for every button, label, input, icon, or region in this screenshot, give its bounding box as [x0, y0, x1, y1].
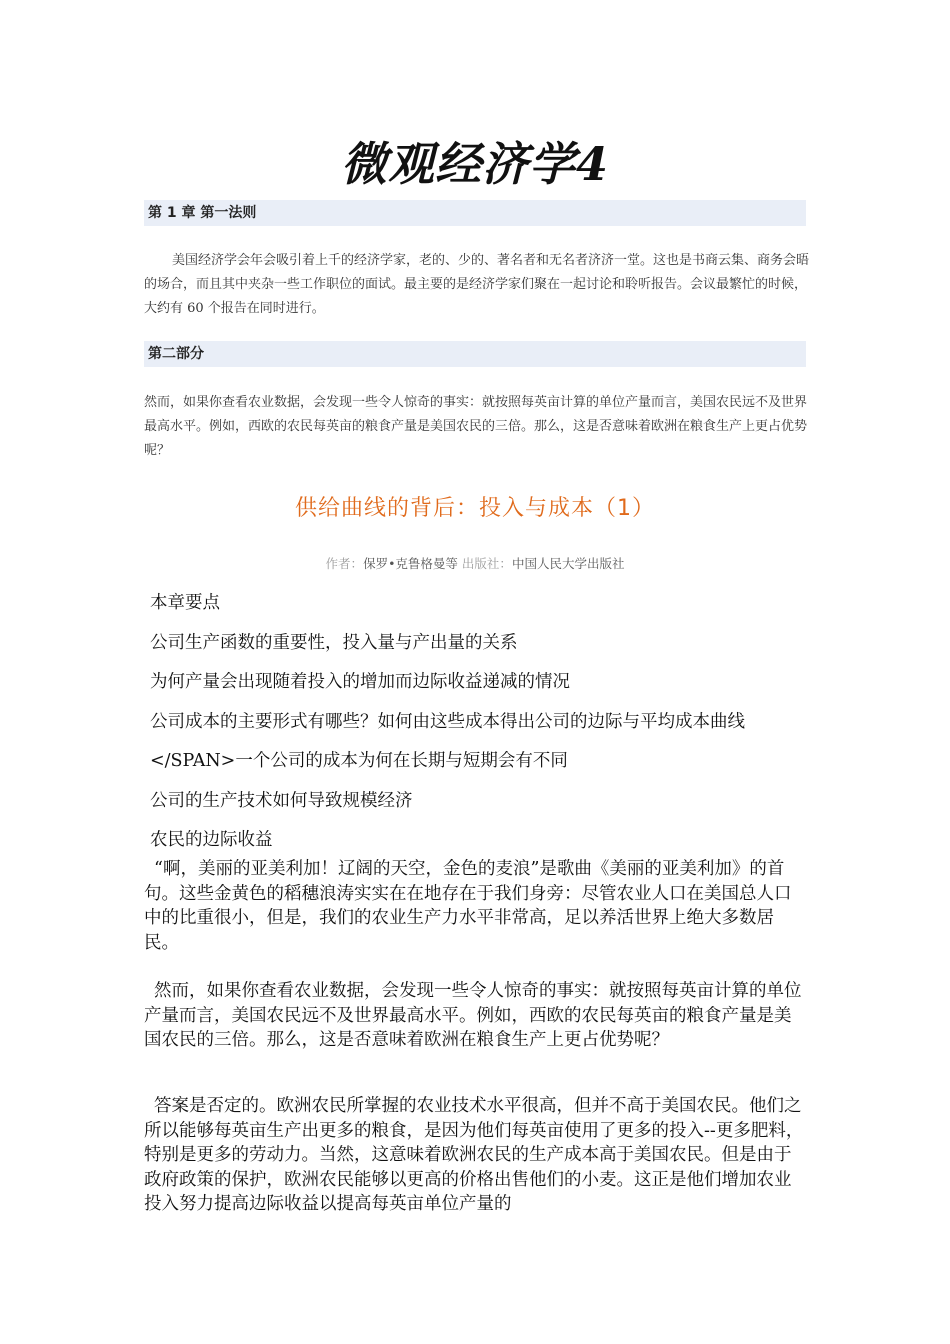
body-paragraph-2-text: 然而，如果你查看农业数据，会发现一些令人惊奇的事实：就按照每英亩计算的单位产量而言，美国农民远不及世界最高水平。例如，西欧的农民每英亩的粮食产量是美国农民的三倍。那么，这是否意味着欧洲在粮食生产上更占优势呢？	[144, 981, 802, 1050]
key-point-item: 农民的边际收益	[150, 830, 273, 850]
key-points-list	[150, 590, 820, 867]
key-point-item: 为何产量会出现随着投入的增加而边际收益递减的情况	[150, 672, 570, 692]
article-title: 供给曲线的背后：投入与成本（1）	[295, 496, 655, 521]
body-paragraph-2	[144, 979, 808, 1053]
document-title: 微观经济学4	[340, 137, 609, 191]
key-point-item: 公司生产函数的重要性，投入量与产出量的关系	[150, 632, 518, 653]
section-1-paragraph: 美国经济学会年会吸引着上千的经济学家，老的、少的、著名者和无名者济济一堂。这也是书商云集、商务会晤的场合，而且其中夹杂一些工作职位的面试。最主要的是经济学家们聚在一起讨论和聆听报告。会议最繁忙的时候，大约有 60 个报告在同时进行。	[144, 253, 810, 316]
section-heading-part-2: 第二部分	[144, 341, 806, 367]
body-paragraph-3-text: 答案是否定的。欧洲农民所掌握的农业技术水平很高，但并不高于美国农民。他们之所以能够每英亩生产出更多的粮食，是因为他们每英亩使用了更多的投入--更多肥料，特别是更多的劳动力。当然，这意味着欧洲农民的生产成本高于美国农民。但是由于政府政策的保护，欧洲农民能够以更高的价格出售他们的小麦。这正是他们增加农业投入努力提高边际收益以提高每英亩单位产量的	[144, 1096, 804, 1214]
key-point-item: 公司的生产技术如何导致规模经济	[150, 790, 413, 811]
body-paragraph-1	[144, 857, 808, 955]
section-2-paragraph: 然而，如果你查看农业数据，会发现一些令人惊奇的事实：就按照每英亩计算的单位产量而言，美国农民远不及世界最高水平。例如，西欧的农民每英亩的粮食产量是美国农民的三倍。那么，这是否意味着欧洲在粮食生产上更占优势呢？	[144, 395, 808, 458]
key-point-heading: 本章要点	[150, 593, 220, 613]
body-paragraph-3	[144, 1094, 808, 1217]
key-point-item: </SPAN>一个公司的成本为何在长期与短期会有不同	[150, 751, 568, 771]
author-label: 作者：	[325, 556, 364, 571]
section-heading-chapter-1: 第 1 章 第一法则	[144, 200, 806, 226]
body-paragraph-1-text: “啊，美丽的亚美利加！辽阔的天空，金色的麦浪”是歌曲《美丽的亚美利加》的首句。这些金黄色的稻穗浪涛实实在在地存在于我们身旁：尽管农业人口在美国总人口中的比重很小，但是，我们的农业生产力水平非常高，足以养活世界上绝大多数居民。	[144, 859, 792, 953]
author-name: 保罗•克鲁格曼等	[363, 556, 458, 571]
key-point-item: 公司成本的主要形式有哪些？如何由这些成本得出公司的边际与平均成本曲线	[150, 711, 745, 732]
publisher-name: 中国人民大学出版社	[511, 556, 625, 571]
publisher-label: 出版社：	[461, 556, 512, 571]
article-byline	[0, 554, 950, 574]
